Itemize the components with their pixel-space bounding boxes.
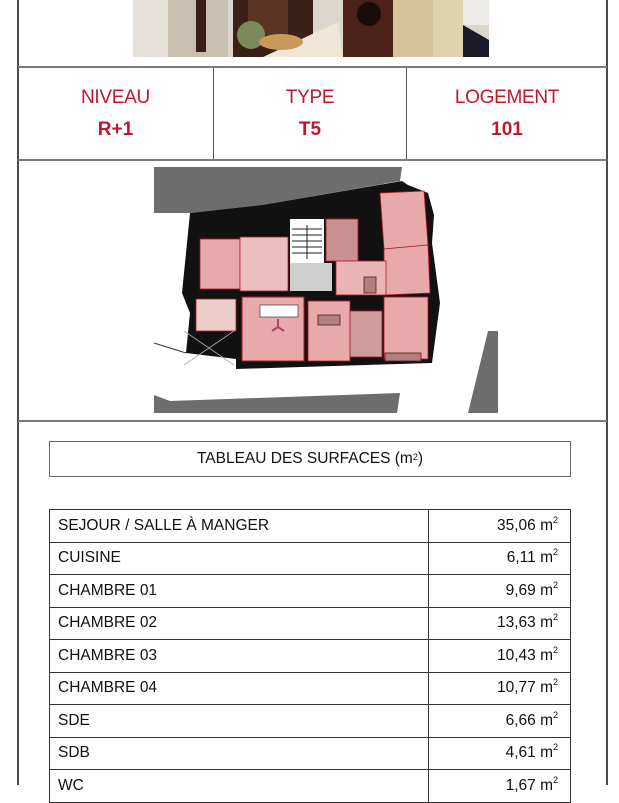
table-row (50, 737, 571, 770)
room-area: 6,66 $m^2$ (429, 705, 571, 738)
surfaces-table-title (49, 441, 571, 477)
building-interior-photo (133, 0, 489, 57)
apartment-floor-plan (150, 163, 505, 419)
room-area: 6,11 $m^2$ (429, 542, 571, 575)
table-row (50, 575, 571, 608)
room-area: 35,06 $m^2$ (429, 510, 571, 543)
info-label: LOGEMENT (454, 87, 560, 108)
table-row (50, 705, 571, 738)
room-area: 1,67 $m^2$ (429, 770, 571, 803)
room-area: 10,43 $m^2$ (429, 640, 571, 673)
info-label: NIVEAU (81, 87, 150, 108)
title-text: TABLEAU DES SURFACES (m (196, 450, 413, 467)
title-end: ) (417, 450, 424, 467)
title-superscript: 2 (412, 452, 418, 462)
room-area: 4,61 $m^2$ (429, 737, 571, 770)
room-name: CHAMBRE 02 (50, 607, 429, 640)
room-name: CHAMBRE 03 (50, 640, 429, 673)
table-row (50, 640, 571, 673)
room-name: CUISINE (50, 542, 429, 575)
room-area: 9,69 $m^2$ (429, 575, 571, 608)
room-area: 10,77 $m^2$ (429, 672, 571, 705)
room-name: CHAMBRE 04 (50, 672, 429, 705)
room-area: 13,63 $m^2$ (429, 607, 571, 640)
info-value: 101 (491, 119, 523, 140)
divider (18, 420, 607, 422)
room-name: WC (50, 770, 429, 803)
info-value: R+1 (97, 119, 134, 140)
info-label: TYPE (285, 87, 335, 108)
table-row (50, 672, 571, 705)
info-logement (407, 68, 607, 160)
table-row (50, 770, 571, 803)
info-value: T5 (298, 119, 322, 140)
info-niveau (18, 68, 214, 160)
table-row (50, 510, 571, 543)
info-type (214, 68, 407, 160)
surfaces-table (49, 509, 571, 803)
table-row (50, 542, 571, 575)
room-name: SDB (50, 737, 429, 770)
unit-info-row (18, 68, 607, 160)
table-row (50, 607, 571, 640)
room-name: CHAMBRE 01 (50, 575, 429, 608)
room-name: SEJOUR / SALLE À MANGER (50, 510, 429, 543)
room-name: SDE (50, 705, 429, 738)
divider (18, 159, 607, 161)
